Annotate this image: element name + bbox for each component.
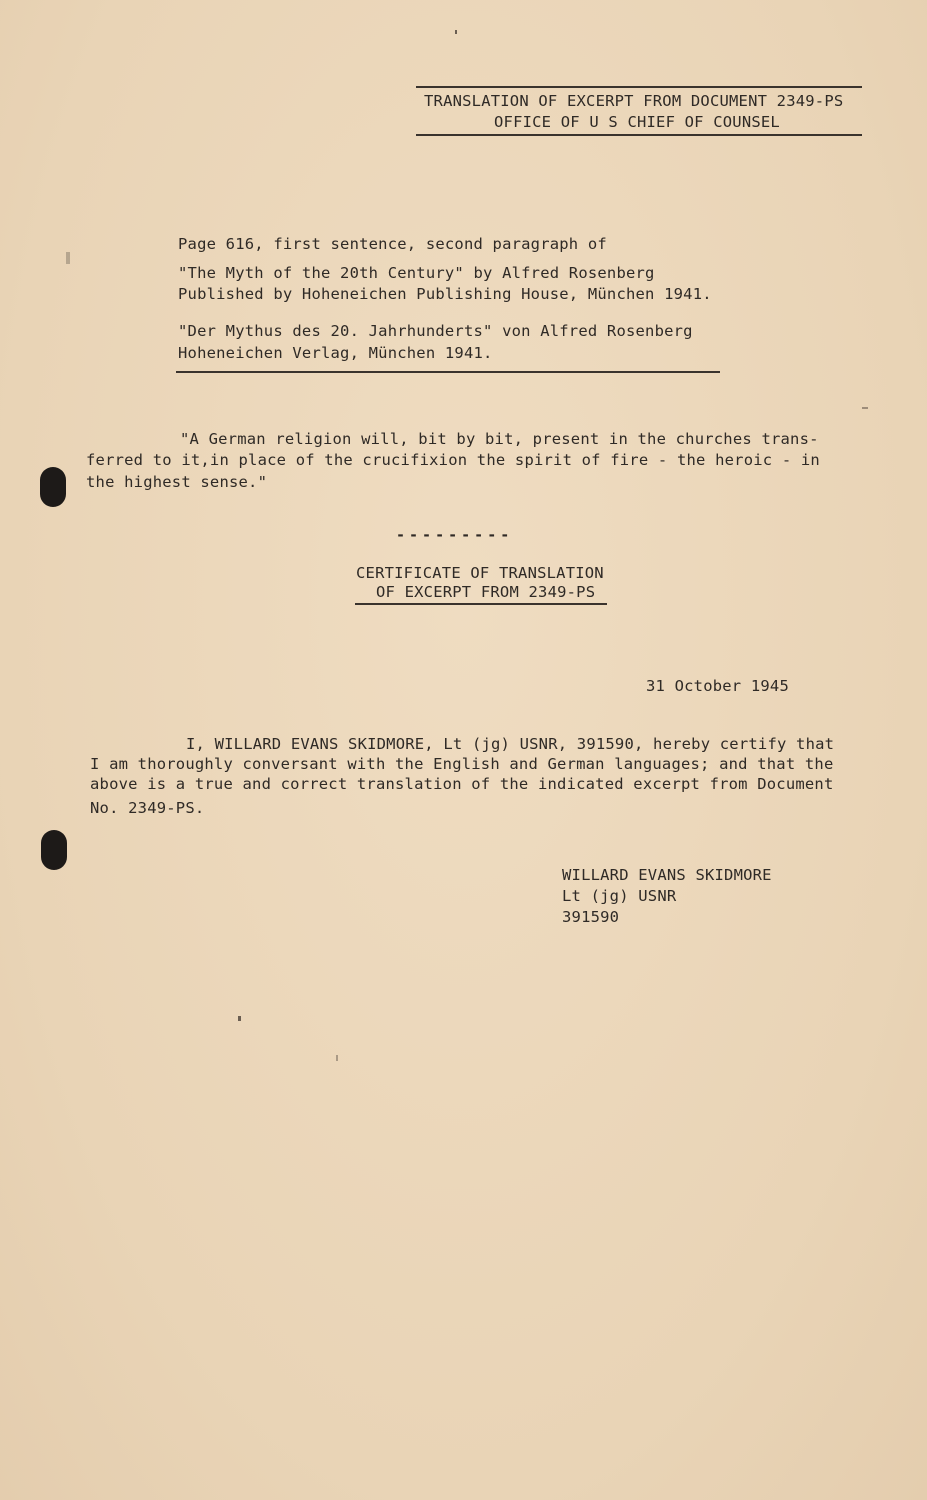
punch-hole-top (40, 467, 66, 507)
header-bottom-rule (416, 134, 862, 136)
header-top-rule (416, 86, 862, 88)
paper-speck (862, 407, 868, 409)
signature-rank: Lt (jg) USNR (562, 887, 677, 905)
source-line-1: Page 616, first sentence, second paragraph of (178, 235, 607, 253)
certificate-body-4: No. 2349-PS. (90, 799, 205, 817)
header-line-1: TRANSLATION OF EXCERPT FROM DOCUMENT 2349-PS (424, 92, 844, 110)
source-underline (176, 371, 720, 373)
header-line-2: OFFICE OF U S CHIEF OF COUNSEL (494, 113, 780, 131)
source-line-5: Hoheneichen Verlag, München 1941. (178, 344, 493, 362)
signature-name: WILLARD EVANS SKIDMORE (562, 866, 772, 884)
certificate-title-2: OF EXCERPT FROM 2349-PS (376, 583, 596, 601)
paper-speck (455, 30, 457, 34)
source-line-2: "The Myth of the 20th Century" by Alfred Rosenberg (178, 264, 655, 282)
punch-hole-bottom (41, 830, 67, 870)
source-line-4: "Der Mythus des 20. Jahrhunderts" von Alfred Rosenberg (178, 322, 693, 340)
quote-line-3: the highest sense." (86, 473, 268, 491)
quote-line-1: "A German religion will, bit by bit, present in the churches trans- (180, 430, 819, 448)
certificate-date: 31 October 1945 (646, 677, 789, 695)
certificate-body-2: I am thoroughly conversant with the English and German languages; and that the (90, 755, 834, 773)
paper-speck (66, 252, 70, 264)
certificate-title-1: CERTIFICATE OF TRANSLATION (356, 564, 604, 582)
paper-speck (238, 1016, 241, 1021)
quote-line-2: ferred to it,in place of the crucifixion the spirit of fire - the heroic - in (86, 451, 820, 469)
separator-dashes: --------- (396, 526, 514, 544)
paper-speck (336, 1055, 338, 1061)
certificate-body-1: I, WILLARD EVANS SKIDMORE, Lt (jg) USNR, 391590, hereby certify that (186, 735, 835, 753)
signature-number: 391590 (562, 908, 620, 926)
certificate-title-underline (355, 603, 607, 605)
source-line-3: Published by Hoheneichen Publishing House, München 1941. (178, 285, 712, 303)
certificate-body-3: above is a true and correct translation of the indicated excerpt from Document (90, 775, 834, 793)
